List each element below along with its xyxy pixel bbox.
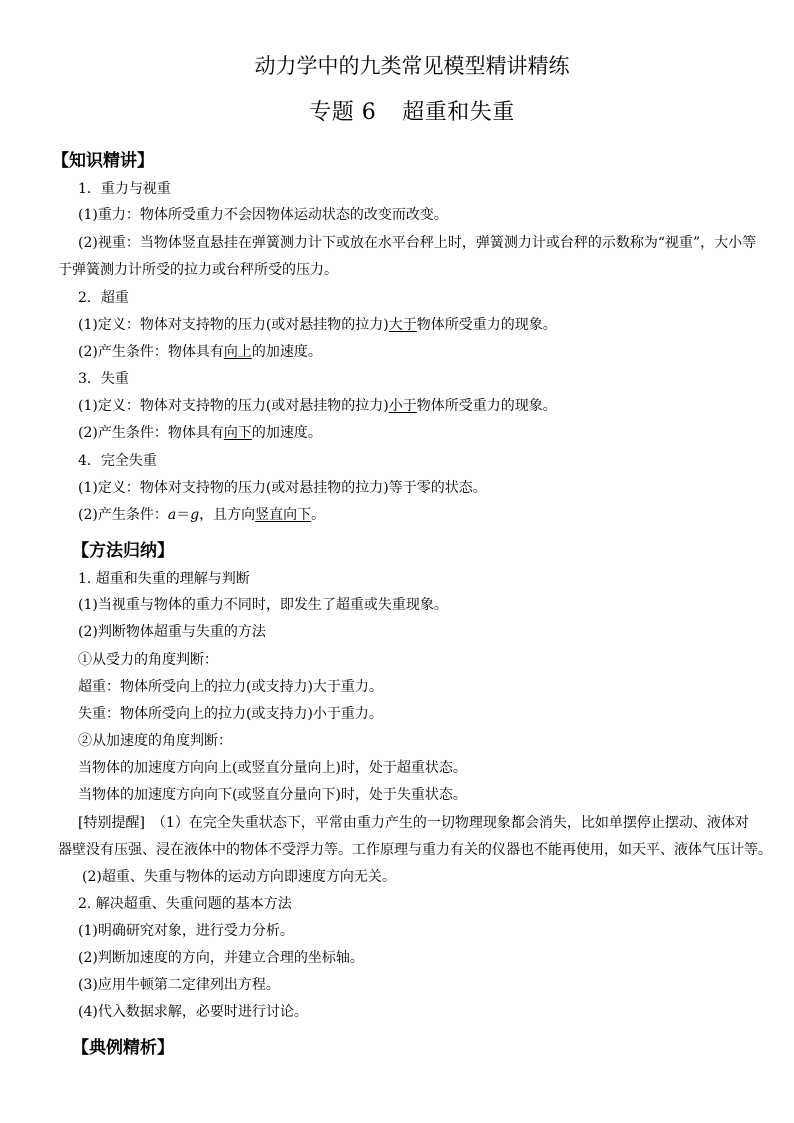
knowledge-heading-1: 1．重力与视重 (78, 181, 171, 197)
methods-acceleration-down: 当物体的加速度方向向下(或竖直分量向下)时，处于失重状态。 (78, 787, 467, 803)
topic-number: 专题 6 (309, 100, 377, 125)
text-span: (2)产生条件： (78, 507, 168, 523)
text-span: ，且方向 (199, 507, 256, 523)
text-span: 的加速度。 (251, 425, 322, 441)
document-subtitle (0, 95, 794, 126)
underlined-term: 向上 (223, 344, 252, 360)
formula-symbol: a (167, 507, 177, 523)
text-span: (2)产生条件：物体具有 (78, 344, 224, 360)
knowledge-underweight-definition (78, 397, 557, 415)
knowledge-apparent-weight-1: (2)视重：当物体竖直悬挂在弹簧测力计下或放在水平台秤上时，弹簧测力计或台秤的示数称为“视重”，大小等 (78, 235, 757, 251)
underlined-term: 竖直向下 (255, 507, 312, 523)
text-span: 的加速度。 (251, 344, 322, 360)
methods-force-underweight: 失重：物体所受向上的拉力(或支持力)小于重力。 (78, 706, 383, 722)
knowledge-overweight-definition (78, 316, 557, 334)
methods-step-3: (3)应用牛顿第二定律列出方程。 (78, 977, 280, 993)
knowledge-overweight-condition (78, 343, 322, 361)
methods-force-judgement: ①从受力的角度判断： (78, 652, 218, 668)
topic-name: 超重和失重 (402, 100, 515, 125)
methods-item-1: (1)当视重与物体的重力不同时，即发生了超重或失重现象。 (78, 597, 448, 613)
methods-step-2: (2)判断加速度的方向，并建立合理的坐标轴。 (78, 950, 364, 966)
section-methods-heading: 【方法归纳】 (72, 541, 174, 561)
knowledge-apparent-weight-2: 于弹簧测力计所受的拉力或台秤所受的压力。 (58, 262, 338, 278)
text-span: (1)定义：物体对支持物的压力(或对悬挂物的拉力) (78, 398, 389, 414)
methods-acceleration-judgement: ②从加速度的角度判断： (78, 733, 232, 749)
underlined-term: 向下 (223, 425, 252, 441)
knowledge-underweight-condition (78, 424, 322, 442)
special-tip-line-1: [特别提醒] （1）在完全失重状态下，平常由重力产生的一切物理现象都会消失，比如单摆停止摆动、液体对 (78, 815, 749, 831)
methods-step-1: (1)明确研究对象，进行受力分析。 (78, 923, 294, 939)
methods-heading-1: 1. 超重和失重的理解与判断 (78, 571, 250, 587)
text-span: 。 (311, 507, 326, 523)
methods-heading-2: 2. 解决超重、失重问题的基本方法 (78, 896, 292, 912)
knowledge-heading-3: 3．失重 (78, 371, 129, 387)
document-title: 动力学中的九类常见模型精讲精练 (254, 54, 570, 78)
methods-acceleration-up: 当物体的加速度方向向上(或竖直分量向上)时，处于超重状态。 (78, 760, 467, 776)
text-span: (1)定义：物体对支持物的压力(或对悬挂物的拉力) (78, 317, 389, 333)
special-tip-line-2: 器壁没有压强、浸在液体中的物体不受浮力等。工作原理与重力有关的仪器也不能再使用，如天平、液体气压计等。 (58, 842, 772, 858)
knowledge-weightless-definition: (1)定义：物体对支持物的压力(或对悬挂物的拉力)等于零的状态。 (78, 480, 487, 496)
section-examples-heading: 【典例精析】 (72, 1038, 174, 1058)
methods-force-overweight: 超重：物体所受向上的拉力(或支持力)大于重力。 (78, 679, 383, 695)
knowledge-gravity: (1)重力：物体所受重力不会因物体运动状态的改变而改变。 (78, 207, 448, 223)
formula-symbol: ＝ (176, 507, 191, 523)
methods-step-4: (4)代入数据求解，必要时进行讨论。 (78, 1004, 308, 1020)
underlined-term: 小于 (388, 398, 417, 414)
methods-item-2: (2)判断物体超重与失重的方法 (78, 624, 266, 640)
section-knowledge-heading: 【知识精讲】 (52, 151, 154, 171)
text-span: (2)产生条件：物体具有 (78, 425, 224, 441)
text-span: 物体所受重力的现象。 (416, 398, 557, 414)
underlined-term: 大于 (388, 317, 417, 333)
text-span: 物体所受重力的现象。 (416, 317, 557, 333)
knowledge-heading-4: 4．完全失重 (78, 453, 157, 469)
formula-symbol: g (190, 507, 200, 523)
knowledge-weightless-condition (78, 506, 325, 524)
knowledge-heading-2: 2．超重 (78, 290, 129, 306)
special-tip-line-3: (2)超重、失重与物体的运动方向即速度方向无关。 (82, 869, 396, 885)
